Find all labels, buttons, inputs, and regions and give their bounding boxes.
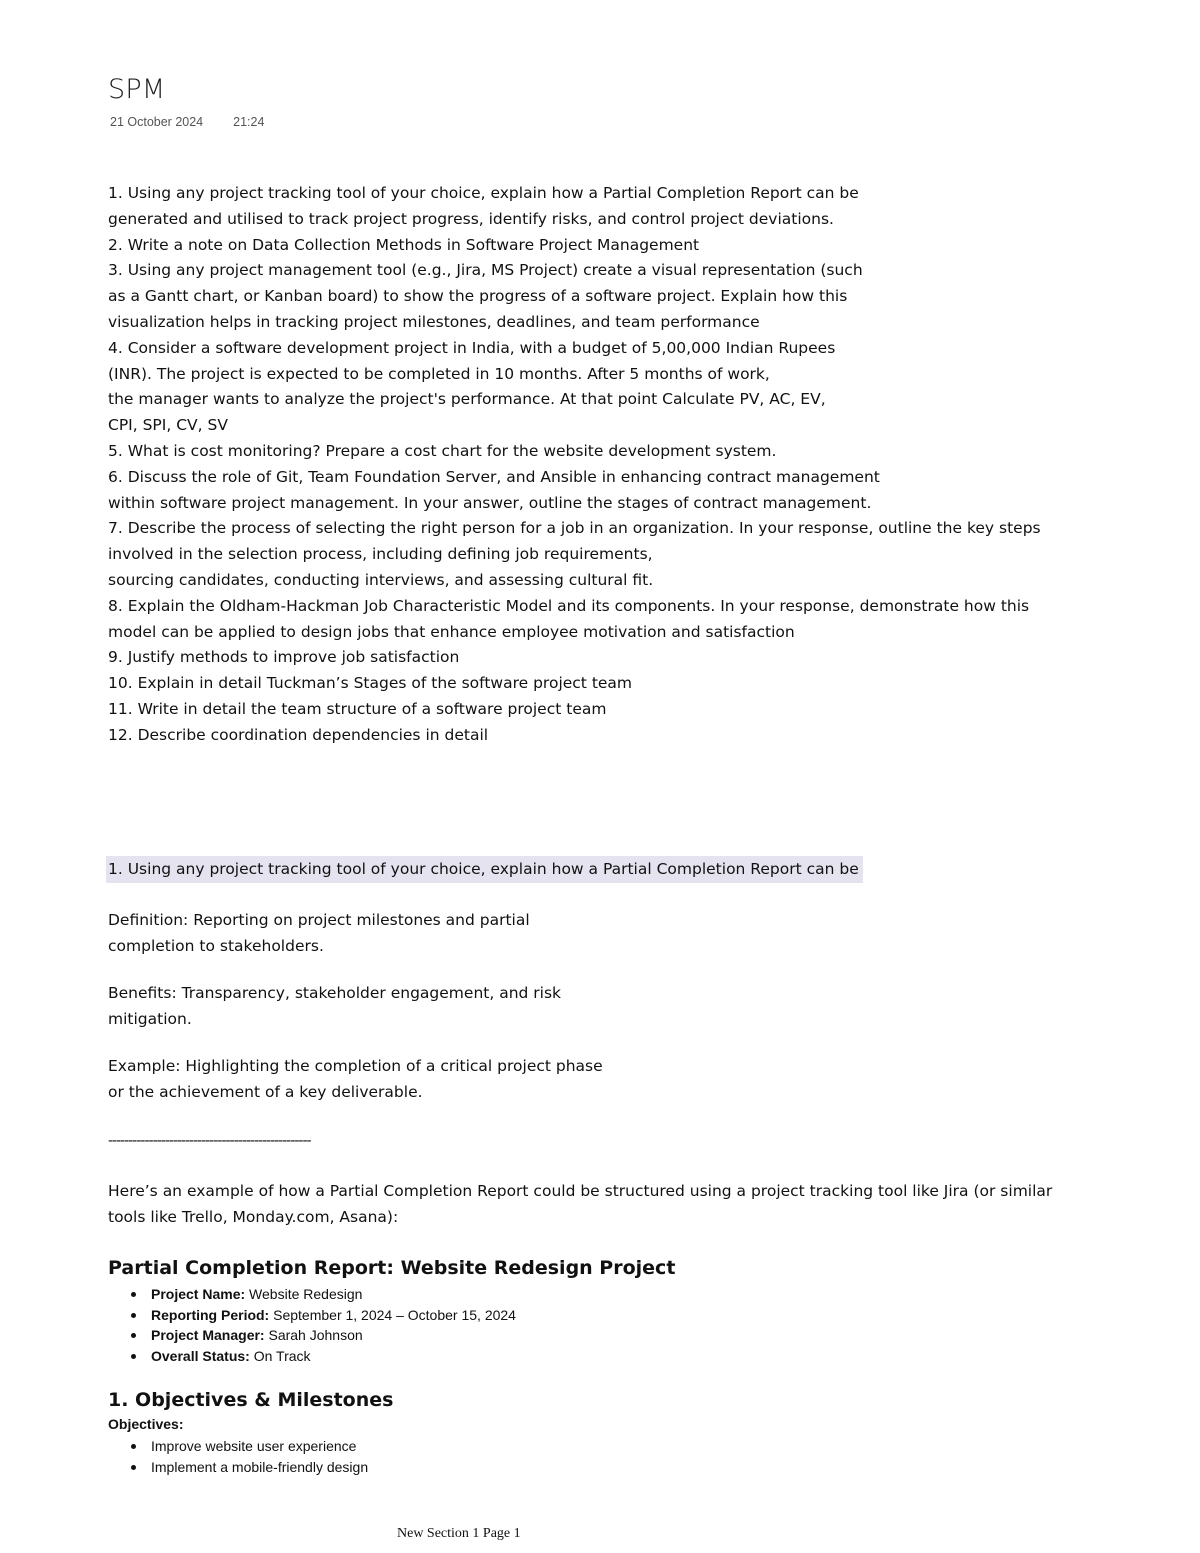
definition-line: completion to stakeholders. bbox=[108, 937, 324, 955]
detail-label: Reporting Period: bbox=[151, 1306, 270, 1323]
list-item bbox=[130, 1436, 368, 1457]
list-item bbox=[130, 1305, 516, 1326]
question-line: (INR). The project is expected to be completed in 10 months. After 5 months of work, bbox=[108, 364, 770, 383]
detail-value: On Track bbox=[249, 1347, 311, 1364]
list-item bbox=[130, 1457, 368, 1478]
definition-paragraph bbox=[108, 907, 530, 959]
question-line: the manager wants to analyze the project's performance. At that point Calculate PV, AC, EV, bbox=[108, 390, 826, 409]
example-paragraph bbox=[108, 1053, 603, 1105]
question-line: 5. What is cost monitoring? Prepare a cost chart for the website development system. bbox=[108, 441, 777, 460]
page-title: SPM bbox=[108, 74, 166, 105]
benefits-paragraph bbox=[108, 980, 561, 1032]
bullet-icon bbox=[131, 1333, 136, 1338]
question-line: 3. Using any project management tool (e.g., Jira, MS Project) create a visual representation (such bbox=[108, 261, 863, 280]
list-item bbox=[130, 1346, 516, 1367]
question-line: generated and utilised to track project progress, identify risks, and control project deviations. bbox=[108, 209, 834, 228]
list-item bbox=[130, 1325, 516, 1346]
question-line: as a Gantt chart, or Kanban board) to show the progress of a software project. Explain how this bbox=[108, 287, 848, 306]
page-date: 21 October 2024 bbox=[110, 115, 204, 129]
report-details-list bbox=[130, 1284, 516, 1366]
question-line: 6. Discuss the role of Git, Team Foundation Server, and Ansible in enhancing contract management bbox=[108, 467, 880, 486]
question-line: CPI, SPI, CV, SV bbox=[108, 416, 228, 435]
example-line: Example: Highlighting the completion of a critical project phase bbox=[108, 1057, 603, 1075]
objective-text: Improve website user experience bbox=[151, 1438, 357, 1454]
question-line: 1. Using any project tracking tool of your choice, explain how a Partial Completion Report can be bbox=[108, 184, 859, 202]
detail-value: September 1, 2024 – October 15, 2024 bbox=[269, 1306, 516, 1323]
detail-value: Website Redesign bbox=[245, 1286, 363, 1302]
bullet-icon bbox=[131, 1465, 136, 1470]
definition-line: Definition: Reporting on project milestones and partial bbox=[108, 911, 530, 929]
page-footer: New Section 1 Page 1 bbox=[397, 1526, 521, 1541]
detail-label: Project Name: bbox=[151, 1286, 246, 1302]
question-line: 9. Justify methods to improve job satisfaction bbox=[108, 648, 460, 667]
objectives-list bbox=[130, 1436, 368, 1477]
example-line: or the achievement of a key deliverable. bbox=[108, 1083, 423, 1101]
question-line: visualization helps in tracking project milestones, deadlines, and team performance bbox=[108, 312, 760, 331]
detail-value: Sarah Johnson bbox=[264, 1327, 363, 1343]
question-line: 11. Write in detail the team structure of a software project team bbox=[108, 699, 607, 718]
bullet-icon bbox=[131, 1292, 136, 1297]
bullet-icon bbox=[131, 1444, 136, 1449]
question-line: 8. Explain the Oldham-Hackman Job Characteristic Model and its components. In your response, demonstrate how this bbox=[108, 596, 1030, 615]
detail-label: Project Manager: bbox=[151, 1327, 265, 1343]
objective-text: Implement a mobile-friendly design bbox=[151, 1458, 369, 1475]
separator-line: -------------------------------------------------- bbox=[108, 1133, 311, 1149]
question-line: model can be applied to design jobs that enhance employee motivation and satisfaction bbox=[108, 622, 795, 641]
benefits-line: Benefits: Transparency, stakeholder engagement, and risk bbox=[108, 984, 562, 1002]
page-timestamp bbox=[110, 115, 264, 129]
question-line: within software project management. In your answer, outline the stages of contract management. bbox=[108, 493, 872, 512]
question-line: 12. Describe coordination dependencies in detail bbox=[108, 725, 489, 744]
bullet-icon bbox=[131, 1354, 136, 1359]
question-list bbox=[108, 181, 1178, 749]
question-line: 7. Describe the process of selecting the right person for a job in an organization. In your response, outline the key steps bbox=[108, 519, 1041, 538]
page-time: 21:24 bbox=[233, 115, 265, 129]
highlighted-question: 1. Using any project tracking tool of your choice, explain how a Partial Completion Report can be bbox=[106, 856, 863, 883]
bullet-icon bbox=[131, 1313, 136, 1318]
question-line: sourcing candidates, conducting interviews, and assessing cultural fit. bbox=[108, 570, 654, 589]
question-line: 10. Explain in detail Tuckman’s Stages of the software project team bbox=[108, 674, 633, 693]
benefits-line: mitigation. bbox=[108, 1010, 192, 1028]
detail-label: Overall Status: bbox=[151, 1347, 250, 1364]
list-item bbox=[130, 1284, 516, 1305]
question-line: 2. Write a note on Data Collection Methods in Software Project Management bbox=[108, 235, 700, 254]
intro-line: Here’s an example of how a Partial Completion Report could be structured using a project tracking tool like Jira (or similar bbox=[108, 1182, 1053, 1200]
intro-paragraph bbox=[108, 1178, 1052, 1230]
report-heading: Partial Completion Report: Website Redesign Project bbox=[108, 1257, 676, 1279]
question-line: 4. Consider a software development project in India, with a budget of 5,00,000 Indian Rupees bbox=[108, 338, 836, 357]
objectives-label: Objectives: bbox=[108, 1416, 184, 1432]
question-line: involved in the selection process, including defining job requirements, bbox=[108, 545, 653, 564]
intro-line: tools like Trello, Monday.com, Asana): bbox=[108, 1208, 399, 1226]
section-heading: 1. Objectives & Milestones bbox=[108, 1389, 394, 1411]
